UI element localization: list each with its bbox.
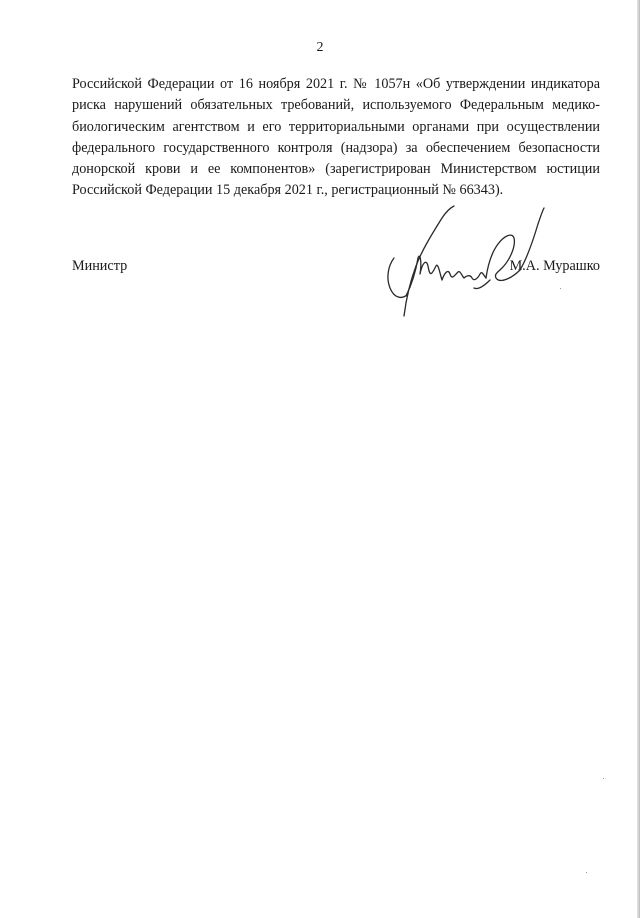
signer-name: М.А. Мурашко [509,258,600,274]
body-line: донорской крови и ее компонентов» (зарегистрирован Министерством юстиции [72,161,600,178]
body-line: федерального государственного контроля (надзора) за обеспечением безопасности [72,139,600,156]
scan-speck [586,872,587,873]
scan-speck [560,288,561,289]
scan-speck [603,778,604,779]
signer-position: Министр [72,258,128,274]
body-line: Российской Федерации от 16 ноября 2021 г. № 1057н «Об утверждении индикатора [72,76,600,92]
body-line: биологическим агентством и его территориальными органами при осуществлении [72,118,600,135]
body-paragraph [72,74,600,202]
handwritten-signature [380,204,550,324]
body-line: Российской Федерации 15 декабря 2021 г., регистрационный № 66343). [72,182,504,199]
body-line: риска нарушений обязательных требований, используемого Федеральным медико- [72,97,600,114]
page-number: 2 [316,40,324,55]
